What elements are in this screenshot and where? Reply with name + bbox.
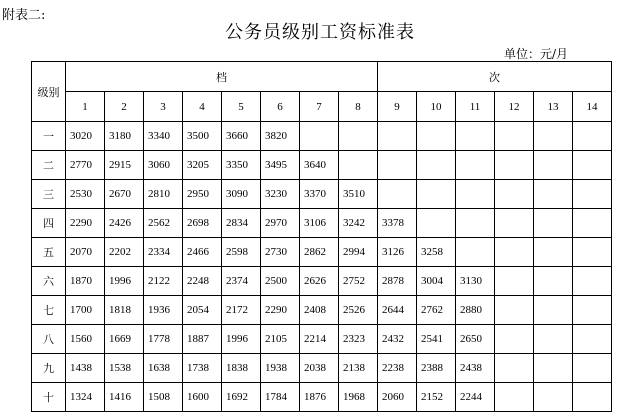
table-row [32, 238, 612, 267]
salary-cell: 3258 [417, 238, 456, 267]
step-header-13: 13 [534, 92, 573, 122]
salary-cell: 2770 [66, 151, 105, 180]
salary-cell: 1738 [183, 354, 222, 383]
salary-cell [534, 151, 573, 180]
salary-cell: 1324 [66, 383, 105, 412]
step-header-10: 10 [417, 92, 456, 122]
level-cell: 七 [32, 296, 66, 325]
salary-cell [534, 383, 573, 412]
salary-cell: 2598 [222, 238, 261, 267]
salary-cell: 2878 [378, 267, 417, 296]
salary-cell: 2994 [339, 238, 378, 267]
salary-cell: 1936 [144, 296, 183, 325]
salary-cell: 1538 [105, 354, 144, 383]
salary-cell: 1669 [105, 325, 144, 354]
level-cell: 一 [32, 122, 66, 151]
level-cell: 九 [32, 354, 66, 383]
salary-cell: 3130 [456, 267, 495, 296]
salary-cell: 3820 [261, 122, 300, 151]
step-header-9: 9 [378, 92, 417, 122]
salary-cell [456, 180, 495, 209]
salary-cell [495, 354, 534, 383]
salary-cell: 2541 [417, 325, 456, 354]
level-cell: 三 [32, 180, 66, 209]
salary-cell [534, 296, 573, 325]
table-row [32, 209, 612, 238]
salary-cell: 3242 [339, 209, 378, 238]
salary-cell: 2054 [183, 296, 222, 325]
level-cell: 五 [32, 238, 66, 267]
salary-cell: 2408 [300, 296, 339, 325]
salary-cell [573, 383, 612, 412]
salary-cell [378, 122, 417, 151]
salary-cell: 1996 [222, 325, 261, 354]
table-row [32, 151, 612, 180]
salary-cell: 3370 [300, 180, 339, 209]
salary-cell: 1416 [105, 383, 144, 412]
salary-cell [573, 151, 612, 180]
attachment-label: 附表二: [2, 8, 46, 23]
table-row [32, 296, 612, 325]
salary-cell: 3340 [144, 122, 183, 151]
salary-cell: 1700 [66, 296, 105, 325]
salary-cell: 2172 [222, 296, 261, 325]
salary-cell: 3126 [378, 238, 417, 267]
salary-cell: 2070 [66, 238, 105, 267]
salary-cell: 2238 [378, 354, 417, 383]
salary-cell: 1818 [105, 296, 144, 325]
salary-cell: 1508 [144, 383, 183, 412]
level-cell: 六 [32, 267, 66, 296]
step-header-14: 14 [573, 92, 612, 122]
salary-cell: 2248 [183, 267, 222, 296]
salary-cell [495, 383, 534, 412]
step-header-6: 6 [261, 92, 300, 122]
salary-cell [534, 238, 573, 267]
salary-cell: 1887 [183, 325, 222, 354]
table-row [32, 180, 612, 209]
salary-cell: 2915 [105, 151, 144, 180]
salary-cell: 3106 [300, 209, 339, 238]
salary-cell [573, 238, 612, 267]
level-cell: 十 [32, 383, 66, 412]
table-row [32, 383, 612, 412]
salary-cell [456, 238, 495, 267]
salary-cell: 3205 [183, 151, 222, 180]
salary-cell [534, 180, 573, 209]
step-header-11: 11 [456, 92, 495, 122]
step-header-5: 5 [222, 92, 261, 122]
salary-cell [495, 209, 534, 238]
salary-cell [534, 325, 573, 354]
salary-cell: 2834 [222, 209, 261, 238]
salary-cell: 2526 [339, 296, 378, 325]
step-header-2: 2 [105, 92, 144, 122]
salary-cell [573, 267, 612, 296]
salary-cell: 3020 [66, 122, 105, 151]
salary-cell: 3660 [222, 122, 261, 151]
page-title: 公务员级别工资标准表 [225, 22, 415, 43]
salary-cell: 2038 [300, 354, 339, 383]
salary-cell [495, 296, 534, 325]
salary-cell: 2426 [105, 209, 144, 238]
salary-cell: 2530 [66, 180, 105, 209]
salary-cell [495, 238, 534, 267]
salary-cell: 2290 [66, 209, 105, 238]
step-header-12: 12 [495, 92, 534, 122]
salary-cell: 1784 [261, 383, 300, 412]
salary-cell [456, 209, 495, 238]
level-cell: 四 [32, 209, 66, 238]
table-row [32, 122, 612, 151]
salary-cell: 2138 [339, 354, 378, 383]
salary-cell: 1638 [144, 354, 183, 383]
band-header-right: 次 [378, 62, 612, 92]
salary-cell [417, 151, 456, 180]
salary-cell [573, 325, 612, 354]
salary-cell [495, 325, 534, 354]
salary-cell: 2650 [456, 325, 495, 354]
salary-cell: 1600 [183, 383, 222, 412]
salary-cell: 3180 [105, 122, 144, 151]
salary-cell: 2752 [339, 267, 378, 296]
salary-cell: 3500 [183, 122, 222, 151]
salary-cell [573, 296, 612, 325]
salary-cell: 1692 [222, 383, 261, 412]
salary-cell: 3350 [222, 151, 261, 180]
salary-cell: 2670 [105, 180, 144, 209]
table-row [32, 354, 612, 383]
salary-cell [495, 151, 534, 180]
salary-cell [417, 209, 456, 238]
salary-cell: 1870 [66, 267, 105, 296]
salary-cell [573, 209, 612, 238]
salary-cell: 2500 [261, 267, 300, 296]
salary-cell: 1876 [300, 383, 339, 412]
salary-cell: 2432 [378, 325, 417, 354]
salary-cell [534, 267, 573, 296]
salary-cell [573, 354, 612, 383]
salary-cell: 2880 [456, 296, 495, 325]
salary-cell: 1560 [66, 325, 105, 354]
salary-cell: 3640 [300, 151, 339, 180]
header-row-steps [32, 92, 612, 122]
salary-cell: 2562 [144, 209, 183, 238]
band-header-left: 档 [66, 62, 378, 92]
salary-cell: 2626 [300, 267, 339, 296]
salary-cell [417, 180, 456, 209]
salary-cell: 2152 [417, 383, 456, 412]
salary-cell: 1838 [222, 354, 261, 383]
salary-cell: 3495 [261, 151, 300, 180]
salary-cell: 2644 [378, 296, 417, 325]
salary-cell [495, 180, 534, 209]
salary-cell: 1438 [66, 354, 105, 383]
salary-cell: 2762 [417, 296, 456, 325]
salary-cell: 2374 [222, 267, 261, 296]
salary-cell: 3230 [261, 180, 300, 209]
salary-cell: 2388 [417, 354, 456, 383]
salary-cell: 2214 [300, 325, 339, 354]
salary-cell: 1996 [105, 267, 144, 296]
table-row [32, 325, 612, 354]
step-header-1: 1 [66, 92, 105, 122]
salary-cell: 3378 [378, 209, 417, 238]
salary-cell: 2105 [261, 325, 300, 354]
salary-cell: 1938 [261, 354, 300, 383]
level-cell: 八 [32, 325, 66, 354]
salary-cell: 3510 [339, 180, 378, 209]
salary-cell: 2970 [261, 209, 300, 238]
salary-cell [417, 122, 456, 151]
salary-cell [378, 180, 417, 209]
step-header-8: 8 [339, 92, 378, 122]
salary-cell: 2810 [144, 180, 183, 209]
level-header: 级别 [32, 62, 66, 122]
salary-cell [378, 151, 417, 180]
unit-label: 单位：元/月 [503, 47, 568, 61]
salary-cell [300, 122, 339, 151]
salary-cell: 2950 [183, 180, 222, 209]
salary-cell: 3060 [144, 151, 183, 180]
salary-cell [573, 180, 612, 209]
salary-cell [534, 209, 573, 238]
salary-cell [495, 122, 534, 151]
salary-cell [534, 354, 573, 383]
step-header-4: 4 [183, 92, 222, 122]
salary-cell: 2334 [144, 238, 183, 267]
table-row [32, 267, 612, 296]
salary-cell: 2122 [144, 267, 183, 296]
salary-cell: 2244 [456, 383, 495, 412]
salary-cell [573, 122, 612, 151]
salary-cell [456, 122, 495, 151]
salary-cell: 3004 [417, 267, 456, 296]
salary-cell: 2466 [183, 238, 222, 267]
step-header-7: 7 [300, 92, 339, 122]
salary-cell: 2323 [339, 325, 378, 354]
salary-cell: 2730 [261, 238, 300, 267]
header-row-band [32, 62, 612, 92]
salary-cell: 2862 [300, 238, 339, 267]
salary-cell: 2438 [456, 354, 495, 383]
salary-cell [339, 151, 378, 180]
salary-cell: 1778 [144, 325, 183, 354]
salary-table [31, 61, 612, 412]
salary-cell [339, 122, 378, 151]
salary-cell: 3090 [222, 180, 261, 209]
salary-cell [534, 122, 573, 151]
salary-cell [456, 151, 495, 180]
salary-cell: 2290 [261, 296, 300, 325]
salary-cell: 2698 [183, 209, 222, 238]
step-header-3: 3 [144, 92, 183, 122]
salary-cell: 1968 [339, 383, 378, 412]
salary-cell [495, 267, 534, 296]
salary-cell: 2202 [105, 238, 144, 267]
level-cell: 二 [32, 151, 66, 180]
salary-cell: 2060 [378, 383, 417, 412]
